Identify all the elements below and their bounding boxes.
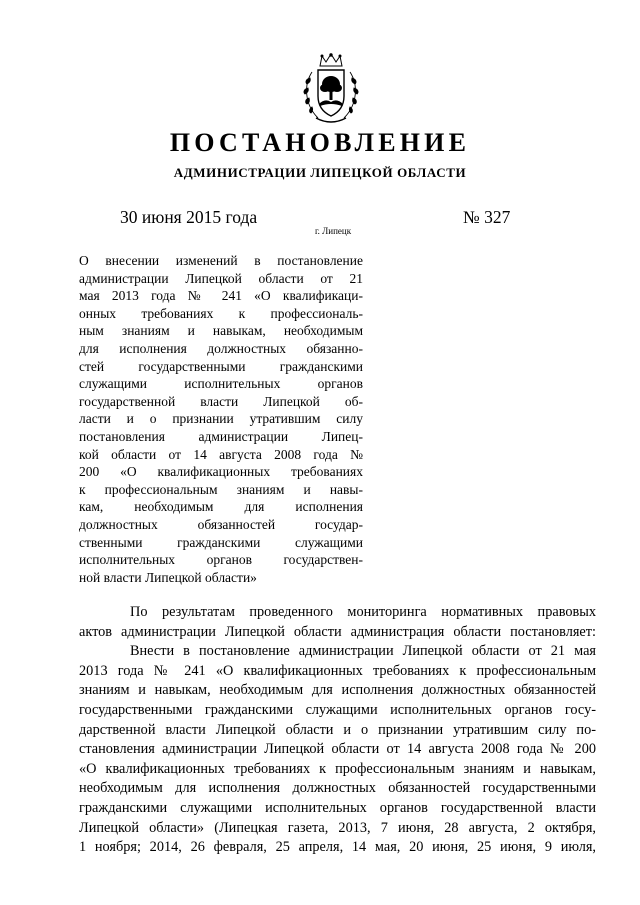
subject-line: к профессиональным знаниям и навы- <box>79 481 363 497</box>
body-line: знаниям и навыкам, необходимым для исполнения должностных обязанностей <box>79 682 596 699</box>
lipetsk-coat-of-arms-icon <box>298 52 364 128</box>
subject-line: государственной власти Липецкой об- <box>79 393 363 409</box>
body-line: 1 ноября; 2014, 26 февраля, 25 апреля, 14 мая, 20 июня, 25 июня, 9 июля, <box>79 839 596 856</box>
body-line: становления администрации Липецкой области от 14 августа 2008 года № 200 <box>79 741 596 758</box>
body-line: необходимым для исполнения должностных обязанностей государственными <box>79 780 596 797</box>
subject-line: исполнительных органов государствен- <box>79 552 363 568</box>
body-line: государственными гражданскими служащими исполнительных органов госу- <box>79 701 596 718</box>
body-line: Внести в постановление администрации Липецкой области от 21 мая <box>130 643 596 660</box>
body-line: «О квалификационных требованиях к профессиональным знаниям и навыкам, <box>79 760 596 777</box>
subject-line: служащими исполнительных органов <box>79 376 363 392</box>
body-line: гражданскими служащими исполнительных органов государственной власти <box>79 799 596 816</box>
body-line: Липецкой области» (Липецкая газета, 2013, 7 июня, 28 августа, 2 октября, <box>79 819 596 836</box>
body-line: дарственной власти Липецкой области и о признании утратившим силу по- <box>79 721 596 738</box>
subject-line: стей государственными гражданскими <box>79 358 363 374</box>
subject-line: ным знаниям и навыкам, необходимым <box>79 323 363 339</box>
subject-line: О внесении изменений в постановление <box>79 253 363 268</box>
subject-line: мая 2013 года № 241 «О квалификаци- <box>79 288 363 304</box>
document-body <box>79 603 596 858</box>
document-date: 30 июня 2015 года <box>120 207 258 227</box>
subject-line: ласти и о признании утратившим силу <box>79 411 363 427</box>
body-line: актов администрации Липецкой области администрация области постановляет: <box>79 623 596 640</box>
document-city: г. Липецк <box>315 226 352 236</box>
subject-line: администрации Липецкой области от 21 <box>79 270 363 286</box>
document-title: ПОСТАНОВЛЕНИЕ <box>169 128 471 157</box>
body-line: 2013 года № 241 «О квалификационных требованиях к профессиональным <box>79 662 596 679</box>
subject-line: должностных обязанностей государ- <box>79 516 363 532</box>
subject-line: ственными гражданскими служащими <box>79 534 363 550</box>
subject-line: 200 «О квалификационных требованиях <box>79 464 363 480</box>
subject-line: постановления администрации Липец- <box>79 428 363 444</box>
subject-line: для исполнения должностных обязанно- <box>79 340 363 356</box>
subject-line: ной власти Липецкой области» <box>79 569 257 585</box>
document-subtitle: АДМИНИСТРАЦИИ ЛИПЕЦКОЙ ОБЛАСТИ <box>173 165 467 180</box>
subject-line: кой области от 14 августа 2008 года № <box>79 446 363 462</box>
subject-line: онных требованиях к профессиональ- <box>79 305 363 321</box>
document-subject <box>79 252 363 586</box>
body-line: По результатам проведенного мониторинга нормативных правовых <box>130 604 596 620</box>
subject-line: кам, необходимым для исполнения <box>79 499 363 515</box>
document-number: № 327 <box>463 207 511 227</box>
